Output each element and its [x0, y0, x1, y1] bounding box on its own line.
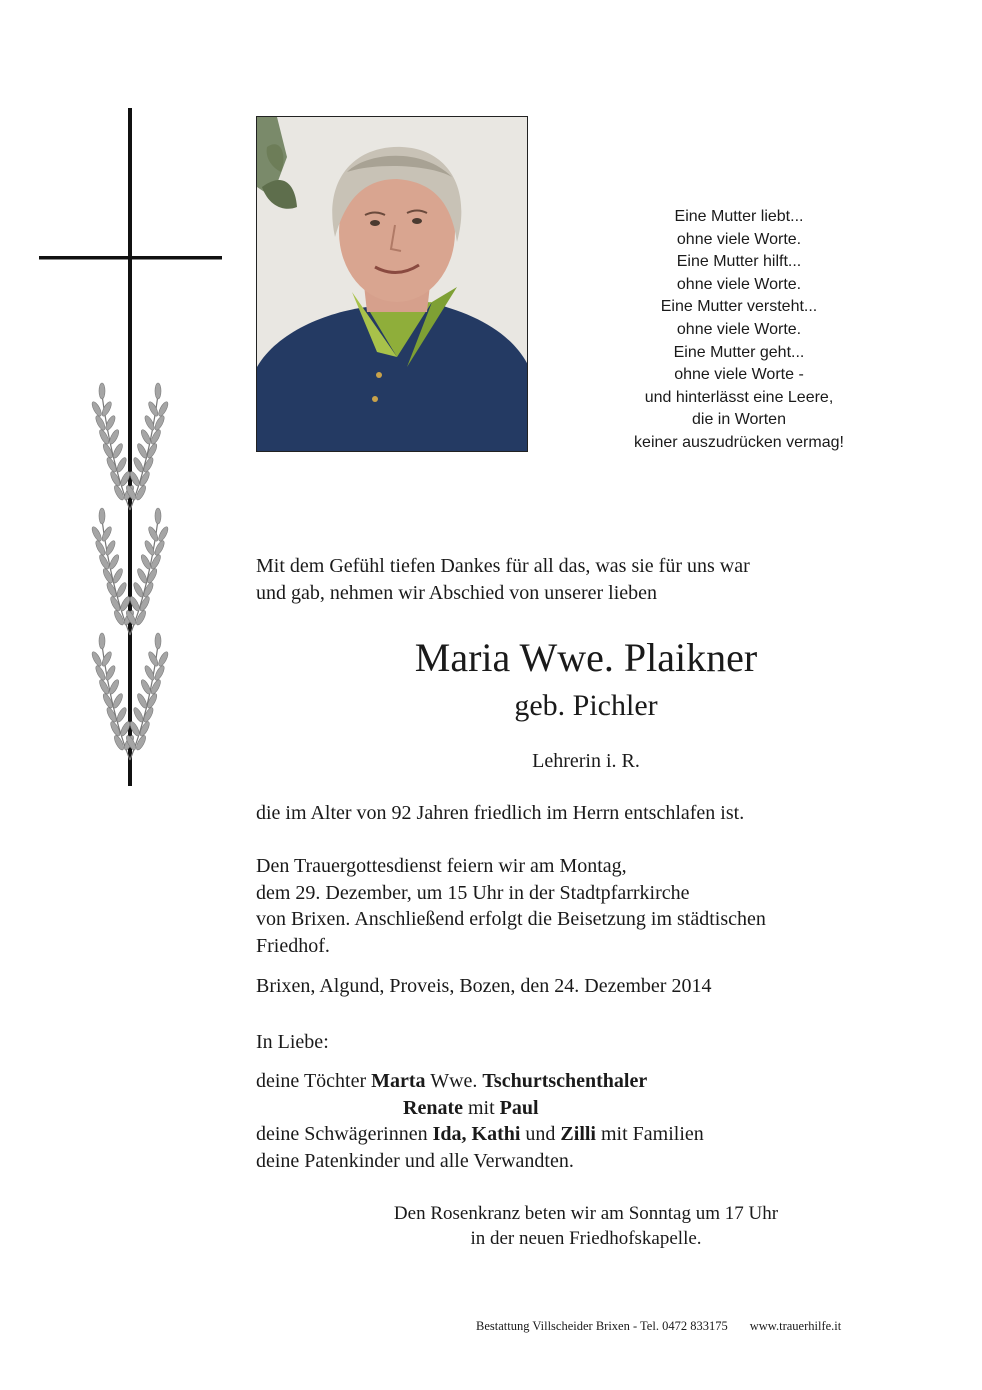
leaf-icon [157, 525, 170, 542]
leaf-icon [142, 706, 155, 723]
poem-line: ohne viele Worte. [676, 230, 802, 248]
place-date-line: Brixen, Algund, Proveis, Bozen, den 24. Dezember 2014 [256, 975, 712, 997]
leaf-icon [139, 678, 152, 695]
footer [476, 1318, 841, 1334]
service-text [256, 853, 896, 959]
portrait-photo [256, 116, 528, 452]
service-line: von Brixen. Anschließend erfolgt die Beisetzung im städtischen [256, 908, 766, 930]
leaf-icon [111, 442, 124, 459]
maiden-name: geb. Pichler [514, 689, 658, 722]
widow-abbr: Wwe. [425, 1070, 483, 1092]
and-word: und [520, 1123, 561, 1145]
with-word: mit [462, 1096, 500, 1119]
rosary-line: in der neuen Friedhofskapelle. [470, 1228, 702, 1249]
leaf-icon [132, 581, 145, 598]
poem-line: Eine Mutter liebt... [674, 208, 804, 225]
leaf-icon [115, 706, 128, 723]
footer-website[interactable]: www.trauerhilfe.it [749, 1319, 842, 1333]
leaf-icon [99, 633, 105, 649]
leaf-icon [115, 456, 128, 473]
age-line: die im Alter von 92 Jahren friedlich im Herrn entschlafen ist. [256, 802, 745, 824]
rosary-notice [256, 1201, 916, 1251]
family-daughter2-line [256, 1095, 896, 1122]
poem-line: ohne viele Worte. [676, 320, 802, 338]
poem-line: keiner auszudrücken vermag! [634, 433, 844, 451]
leaf-icon [136, 692, 149, 709]
footer-company: Bestattung Villscheider Brixen - Tel. 0472 833175 [476, 1319, 728, 1333]
leaf-icon [155, 383, 161, 399]
daughters-prefix: deine Töchter [256, 1070, 372, 1092]
poem-line: ohne viele Worte - [674, 366, 804, 384]
family-list [256, 1068, 896, 1174]
age-text [256, 800, 896, 827]
poem-line: Eine Mutter geht... [673, 343, 805, 361]
occupation: Lehrerin i. R. [532, 750, 640, 772]
leaf-icon [108, 428, 121, 445]
love-heading [256, 1029, 896, 1056]
daughter2-partner: Paul [499, 1096, 539, 1119]
leaf-icon [115, 581, 128, 598]
service-line: Den Trauergottesdienst feiern wir am Montag, [256, 855, 627, 877]
leaf-icon [139, 553, 152, 570]
poem-line: und hinterlässt eine Leere, [644, 388, 834, 406]
poem-line: ohne viele Worte. [676, 275, 802, 293]
leaf-icon [157, 650, 170, 667]
cross-with-branches-icon [30, 100, 230, 800]
leaf-icon [111, 692, 124, 709]
family-daughters-line [256, 1068, 896, 1095]
leaf-icon [111, 567, 124, 584]
deceased-name: Maria Wwe. Plaikner [414, 635, 758, 680]
leaf-icon [90, 525, 103, 542]
leaf-icon [132, 456, 145, 473]
intro-line: Mit dem Gefühl tiefen Dankes für all das, was sie für uns war [256, 555, 750, 577]
cross-icon [39, 108, 222, 786]
leaf-icon [155, 508, 161, 524]
leaf-icon [142, 581, 155, 598]
daughter2: Renate [403, 1096, 463, 1119]
leaf-icon [136, 567, 149, 584]
service-line: dem 29. Dezember, um 15 Uhr in der Stadtpfarrkirche [256, 881, 690, 904]
intro-line: und gab, nehmen wir Abschied von unserer lieben [256, 581, 658, 604]
leaf-icon [90, 650, 103, 667]
leaf-icon [147, 400, 160, 417]
leaf-icon [147, 650, 160, 667]
place-date [256, 973, 896, 1000]
poem-line: Eine Mutter versteht... [660, 298, 818, 316]
family-sisters-line [256, 1121, 896, 1148]
leaf-icon [105, 706, 118, 723]
leaf-icon [155, 633, 161, 649]
leaf-icon [136, 442, 149, 459]
leaf-icon [99, 508, 105, 524]
love-heading-line: In Liebe: [256, 1031, 329, 1053]
leaf-icon [105, 581, 118, 598]
intro-text [256, 553, 896, 606]
poem [600, 206, 878, 455]
leaf-icon [90, 400, 103, 417]
leaf-icon [108, 678, 121, 695]
leaf-icon [108, 553, 121, 570]
rosary-line: Den Rosenkranz beten wir am Sonntag um 17 Uhr [393, 1203, 779, 1224]
leaf-icon [147, 525, 160, 542]
sisters-names: Ida, Kathi [432, 1123, 521, 1145]
leaf-icon [99, 383, 105, 399]
leaf-icon [157, 400, 170, 417]
with-families: mit Familien [596, 1123, 704, 1145]
sister3: Zilli [560, 1123, 596, 1145]
leaf-icon [132, 706, 145, 723]
poem-line: Eine Mutter hilft... [676, 253, 802, 271]
service-line: Friedhof. [256, 934, 330, 957]
leaf-icon [142, 456, 155, 473]
family-godchildren-line: deine Patenkinder und alle Verwandten. [256, 1149, 574, 1172]
daughter1-first: Marta [371, 1070, 426, 1092]
daughter1-last: Tschurtschenthaler [482, 1070, 648, 1092]
leaf-icon [100, 400, 113, 417]
leaf-icon [139, 428, 152, 445]
leaf-icon [100, 525, 113, 542]
leaf-icon [100, 650, 113, 667]
poem-line: die in Worten [692, 411, 786, 429]
leaf-icon [105, 456, 118, 473]
sisters-prefix: deine Schwägerinnen [256, 1123, 433, 1145]
